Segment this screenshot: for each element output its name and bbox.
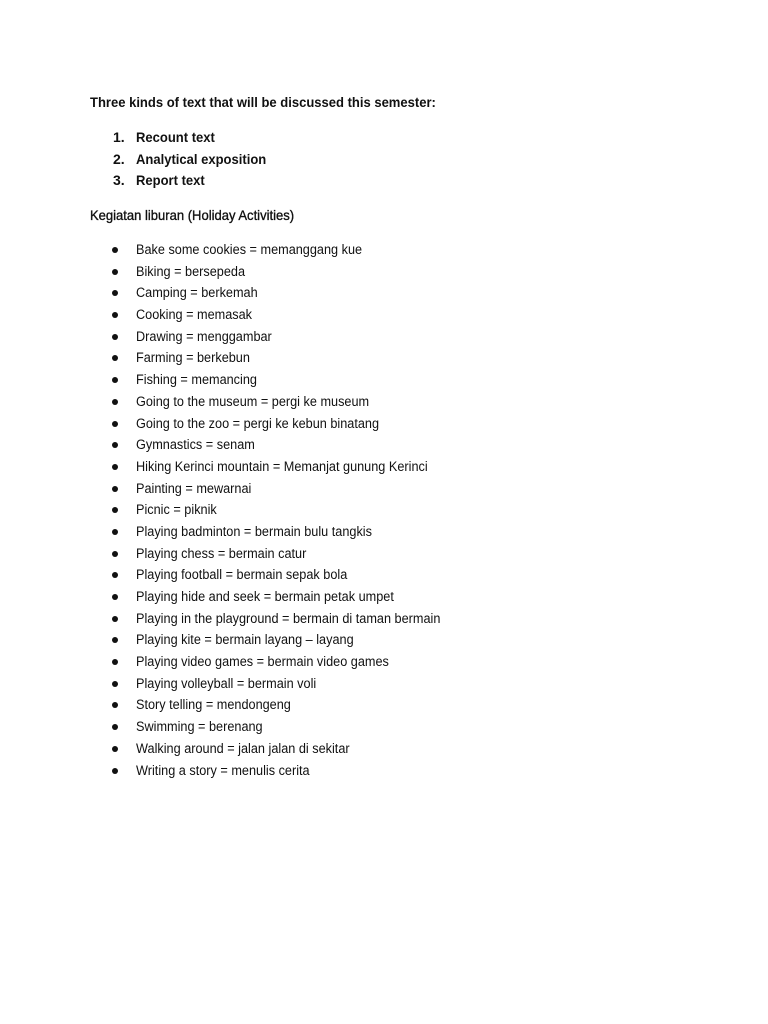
activity-text: Playing chess = bermain catur [136, 545, 307, 561]
text-kind-label: Recount text [136, 129, 215, 145]
bullet-icon [112, 702, 118, 708]
bullet-icon [112, 681, 118, 687]
activity-text: Farming = berkebun [136, 350, 250, 366]
activity-text: Playing kite = bermain layang – layang [136, 632, 354, 648]
bullet-icon [112, 442, 118, 448]
bullet-icon [112, 355, 118, 361]
activity-text: Hiking Kerinci mountain = Memanjat gunung Kerinci [136, 458, 428, 474]
bullet-icon [112, 637, 118, 643]
activity-text: Playing hide and seek = bermain petak umpet [136, 589, 394, 604]
semester-heading: Three kinds of text that will be discussed this semester: [90, 94, 436, 110]
activity-text: Playing video games = bermain video games [136, 654, 389, 670]
activity-text: Fishing = memancing [136, 372, 257, 388]
bullet-icon [112, 269, 118, 275]
list-number: 1. [113, 129, 125, 145]
activity-text: Playing badminton = bermain bulu tangkis [136, 523, 372, 539]
bullet-icon [112, 312, 118, 318]
activity-text: Playing volleyball = bermain voli [136, 675, 317, 691]
activity-text: Playing football = bermain sepak bola [136, 567, 348, 583]
activity-text: Swimming = berenang [136, 719, 263, 735]
bullet-icon [112, 746, 118, 752]
activity-text: Biking = bersepeda [136, 263, 246, 279]
bullet-icon [112, 421, 118, 427]
bullet-icon [112, 529, 118, 535]
activity-text: Gymnastics = senam [136, 437, 255, 453]
text-kind-label: Report text [136, 172, 205, 189]
bullet-icon [112, 334, 118, 340]
bullet-icon [112, 594, 118, 600]
activity-text: Bake some cookies = memanggang kue [136, 242, 363, 257]
bullet-icon [112, 616, 118, 622]
bullet-icon [112, 464, 118, 470]
bullet-icon [112, 247, 118, 253]
activities-heading: Kegiatan liburan (Holiday Activities) [90, 207, 295, 223]
list-number: 3. [113, 172, 125, 189]
activity-text: Camping = berkemah [136, 285, 258, 301]
activity-text: Story telling = mendongeng [136, 697, 291, 713]
activity-text: Going to the museum = pergi ke museum [136, 393, 370, 409]
bullet-icon [112, 551, 118, 557]
activity-text: Going to the zoo = pergi ke kebun binatang [136, 415, 380, 431]
bullet-icon [112, 572, 118, 578]
activity-text: Playing in the playground = bermain di taman bermain [136, 610, 441, 626]
bullet-icon [112, 486, 118, 492]
bullet-icon [112, 507, 118, 513]
text-kind-label: Analytical exposition [136, 150, 267, 167]
bullet-icon [112, 724, 118, 730]
list-number: 2. [113, 150, 125, 167]
bullet-icon [112, 399, 118, 405]
bullet-icon [112, 659, 118, 665]
activity-text: Writing a story = menulis cerita [136, 762, 310, 778]
activity-text: Painting = mewarnai [136, 480, 252, 496]
bullet-icon [112, 768, 118, 774]
activity-text: Picnic = piknik [136, 502, 217, 518]
activity-text: Drawing = menggambar [136, 328, 272, 344]
bullet-icon [112, 290, 118, 296]
bullet-icon [112, 377, 118, 383]
activity-text: Cooking = memasak [136, 307, 253, 323]
activity-text: Walking around = jalan jalan di sekitar [136, 740, 350, 756]
